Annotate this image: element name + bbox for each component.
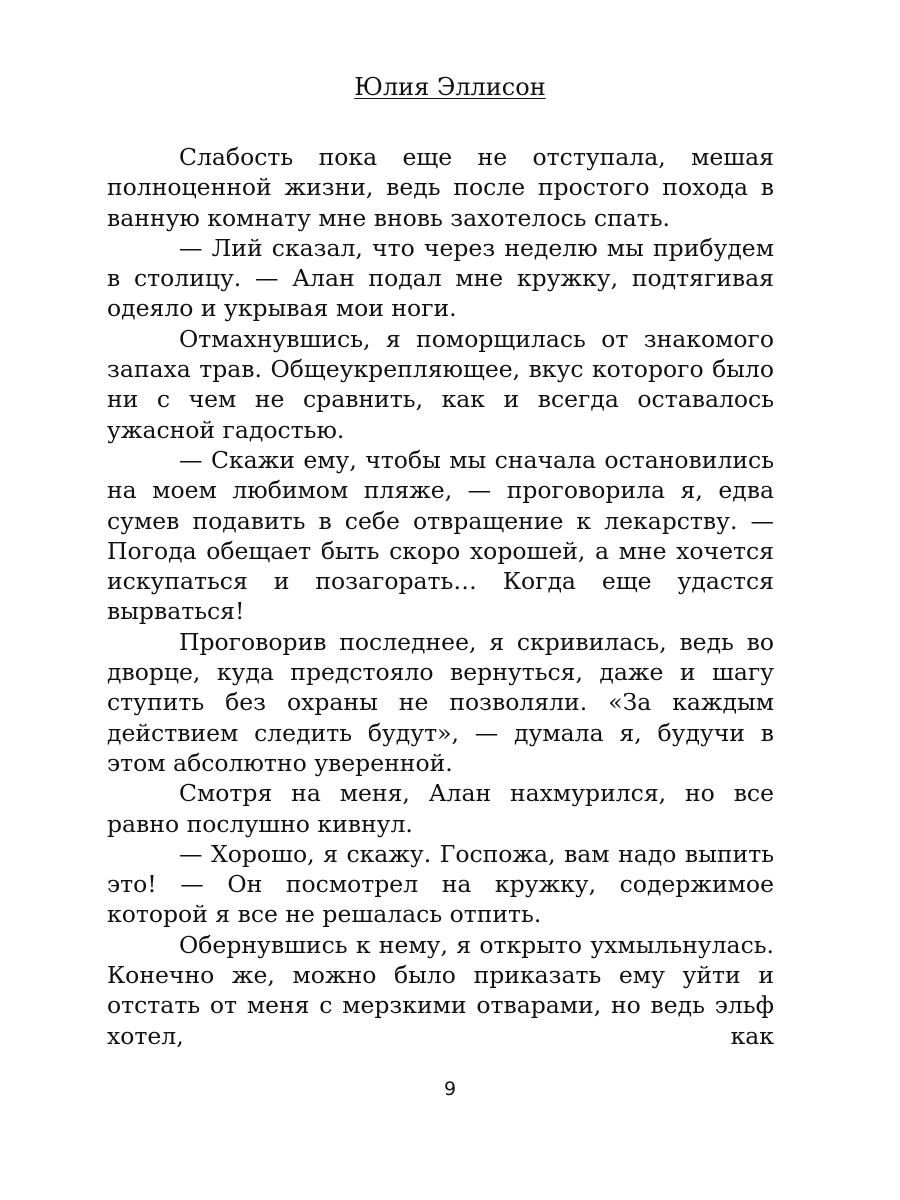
running-title: Юлия Эллисон: [354, 73, 546, 101]
paragraph: Проговорив последнее, я скривилась, ведь во дворце, куда предстояло вернуться, даже и шагу ступить без охраны не позволяли. «За каждым действием следить будут», — думала я, будучи в этом абсолютно уверенной.: [107, 627, 774, 777]
paragraph: — Скажи ему, чтобы мы сначала остановились на моем любимом пляже, — проговорила я, едва сумев подавить в себе отвращение к лекарству. — Погода обещает быть скоро хорошей, а мне хочется искупаться и позагорать… Когда еще удастся вырваться!: [107, 445, 774, 626]
paragraph: Смотря на меня, Алан нахмурился, но все равно послушно кивнул.: [107, 779, 774, 838]
paragraph: Слабость пока еще не отступала, мешая полноценной жизни, ведь после простого похода в ванную комнату мне вновь захотелось спать.: [107, 143, 774, 232]
paragraph: Обернувшись к нему, я открыто ухмыльнулась. Конечно же, можно было приказать ему уйти и отстать от меня с мерзкими отварами, но ведь эльф хотел, как: [107, 930, 774, 1050]
paragraph: Отмахнувшись, я поморщилась от знакомого запаха трав. Общеукрепляющее, вкус которого было ни с чем не сравнить, как и всегда оставалось ужасной гадостью.: [107, 324, 774, 444]
paragraph: — Хорошо, я скажу. Госпожа, вам надо выпить это! — Он посмотрел на кружку, содержимое которой я все не решалась отпить.: [107, 839, 774, 929]
paragraph: — Лий сказал, что через неделю мы прибудем в столицу. — Алан подал мне кружку, подтягивая одеяло и укрывая мои ноги.: [107, 233, 774, 323]
running-header: [0, 72, 900, 102]
body-text: [107, 142, 774, 1051]
page-number: 9: [443, 1078, 457, 1100]
